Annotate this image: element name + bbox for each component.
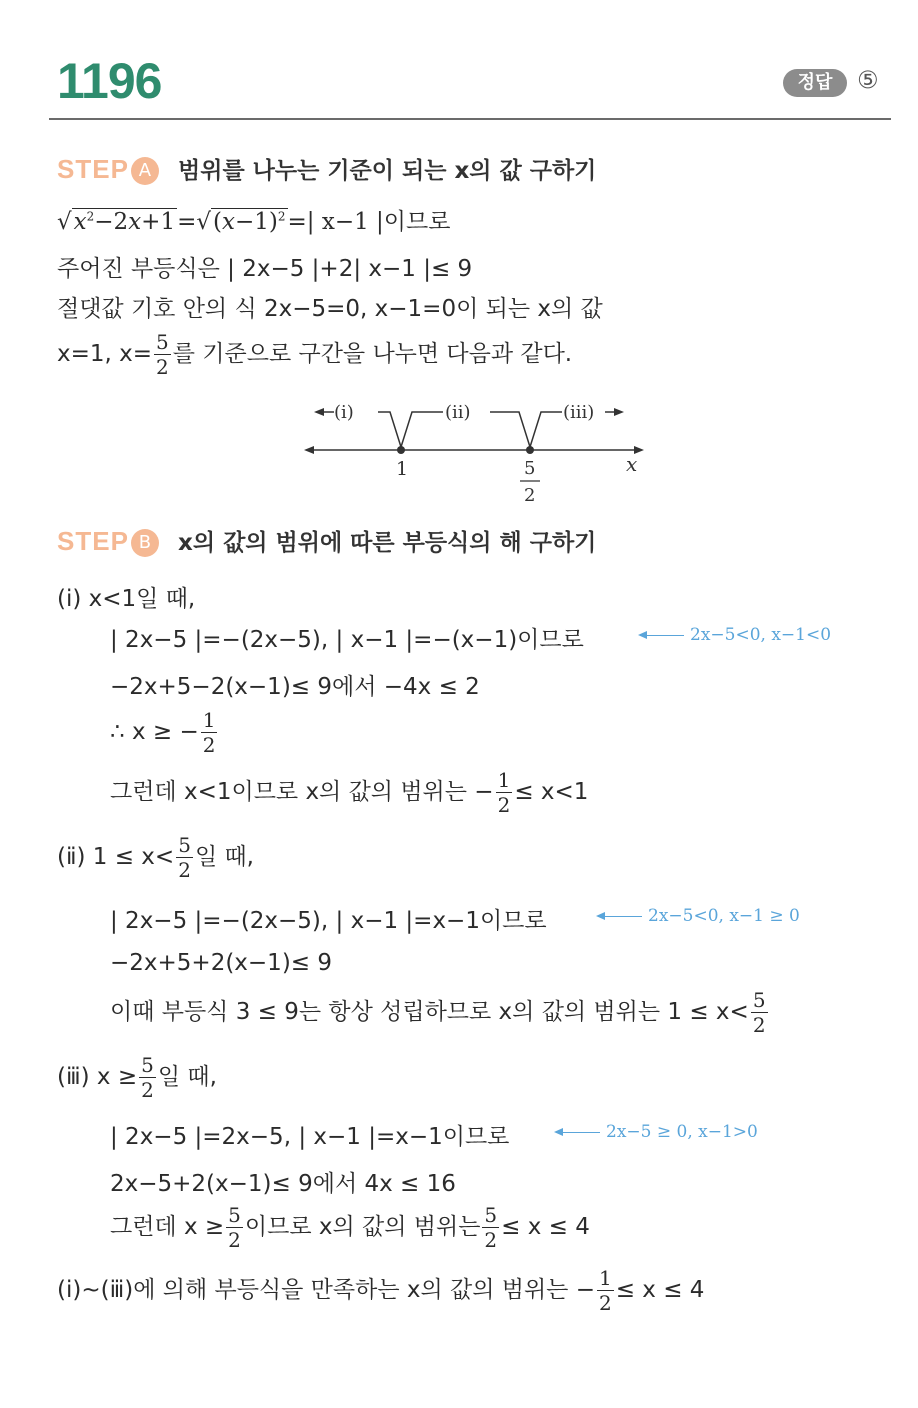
- fraction-5-2: $\frac{5}{2}$: [141, 1053, 154, 1102]
- note-arrow-icon: [640, 635, 684, 637]
- fraction-5-2: $\frac{5}{2}$: [178, 833, 191, 882]
- step-a-line-4-pre: x=1, x=: [57, 341, 153, 367]
- region-i-label: (ⅰ): [334, 402, 354, 423]
- conclusion-pre: (ⅰ)~(ⅲ)에 의해 부등식을 만족하는 x의 값의 범위는 −: [57, 1277, 595, 1303]
- step-a-line-1-tail: =| x−1 |이므로: [287, 209, 451, 235]
- case-i-line-3-text: ∴ x ≥ −: [110, 719, 199, 745]
- step-a-line-1: [57, 203, 450, 236]
- point-2-denominator: 2: [524, 485, 536, 506]
- step-b-title: x의 값의 범위에 따른 부등식의 해 구하기: [178, 530, 597, 556]
- case-iii-line-3-mid: 이므로 x의 값의 범위는: [244, 1214, 481, 1240]
- step-a-line-3: 절댓값 기호 안의 식 2x−5=0, x−1=0이 되는 x의 값: [57, 296, 603, 322]
- case-iii-line-3: [110, 1205, 590, 1250]
- fraction-1-2: $\frac{1}{2}$: [598, 1266, 612, 1315]
- number-line-diagram: [300, 395, 660, 515]
- case-i-line-4-post: ≤ x<1: [514, 779, 589, 805]
- step-a-label: STEP: [57, 154, 129, 184]
- case-iii-line-3-post: ≤ x ≤ 4: [501, 1214, 590, 1240]
- conclusion-line: [57, 1268, 704, 1313]
- point-1-label: 1: [396, 458, 409, 480]
- sqrt-expression-1: $√x^2-2x+1=√(x-1)^2$: [57, 209, 286, 235]
- case-i-note: [640, 625, 831, 645]
- case-i-line-3: [110, 710, 219, 755]
- region-i-arrow: [314, 408, 324, 416]
- case-ii-note: [598, 906, 800, 926]
- region-iii-arrow: [614, 408, 624, 416]
- region-ii-label: (ⅱ): [445, 402, 471, 423]
- case-ii-line-3-text: 이때 부등식 3 ≤ 9는 항상 성립하므로 x의 값의 범위는 1 ≤ x<: [110, 999, 749, 1025]
- step-a-line-2: 주어진 부등식은 | 2x−5 |+2| x−1 |≤ 9: [57, 256, 473, 282]
- case-iii-note-text: 2x−5 ≥ 0, x−1>0: [606, 1122, 758, 1142]
- step-b-circle: B: [131, 529, 159, 557]
- step-b-heading: [57, 524, 596, 557]
- step-a-heading: [57, 152, 596, 185]
- boundary-2-bracket: [490, 412, 562, 447]
- case-iii-line-1: | 2x−5 |=2x−5, | x−1 |=x−1이므로: [110, 1124, 510, 1150]
- case-iii-line-2: 2x−5+2(x−1)≤ 9에서 4x ≤ 16: [110, 1171, 456, 1197]
- fraction-5-2: $\frac{5}{2}$: [228, 1203, 241, 1252]
- case-iii-head: [57, 1055, 217, 1100]
- case-i-note-text: 2x−5<0, x−1<0: [690, 625, 832, 645]
- case-ii-head: [57, 835, 254, 880]
- note-arrow-icon: [598, 916, 642, 918]
- fraction-5-2: $\frac{5}{2}$: [484, 1203, 498, 1252]
- case-ii-line-1: | 2x−5 |=−(2x−5), | x−1 |=x−1이므로: [110, 908, 547, 934]
- boundary-1-bracket: [378, 412, 443, 447]
- case-iii-head-post: 일 때,: [157, 1064, 217, 1090]
- case-iii-note: [556, 1122, 758, 1142]
- axis-variable: x: [626, 452, 638, 476]
- note-arrow-icon: [556, 1132, 600, 1134]
- fraction-5-2: $\frac{5}{2}$: [752, 988, 766, 1037]
- fraction-1-2: $\frac{1}{2}$: [202, 708, 216, 757]
- case-ii-note-text: 2x−5<0, x−1 ≥ 0: [648, 906, 800, 926]
- point-2-numerator: 5: [524, 458, 536, 479]
- case-ii-head-post: 일 때,: [194, 844, 254, 870]
- answer-value: ⑤: [857, 66, 879, 94]
- step-a-title: 범위를 나누는 기준이 되는 x의 값 구하기: [178, 158, 597, 184]
- problem-number: 1196: [57, 53, 162, 109]
- fraction-5-2: $\frac{5}{2}$: [156, 330, 169, 379]
- case-ii-head-pre: (ⅱ) 1 ≤ x<: [57, 844, 175, 870]
- answer-badge: 정답: [783, 69, 847, 97]
- case-iii-line-3-pre: 그런데 x ≥: [110, 1214, 225, 1240]
- point-1: [397, 446, 405, 454]
- case-i-line-4: [110, 770, 588, 815]
- case-i-head: (ⅰ) x<1일 때,: [57, 586, 196, 612]
- axis-left-arrow: [304, 446, 314, 454]
- fraction-1-2: $\frac{1}{2}$: [497, 768, 511, 817]
- step-a-line-4: [57, 332, 572, 377]
- case-iii-head-pre: (ⅲ) x ≥: [57, 1064, 138, 1090]
- case-ii-line-2: −2x+5+2(x−1)≤ 9: [110, 950, 333, 976]
- step-b-label: STEP: [57, 526, 129, 556]
- case-ii-line-3: [110, 990, 770, 1035]
- case-i-line-4-pre: 그런데 x<1이므로 x의 값의 범위는 −: [110, 779, 494, 805]
- step-a-line-4-post: 를 기준으로 구간을 나누면 다음과 같다.: [172, 341, 573, 367]
- point-5-2: [526, 446, 534, 454]
- region-iii-label: (ⅲ): [563, 402, 595, 423]
- header-divider: [49, 118, 891, 120]
- conclusion-post: ≤ x ≤ 4: [615, 1277, 705, 1303]
- step-a-circle: A: [131, 157, 159, 185]
- case-i-line-2: −2x+5−2(x−1)≤ 9에서 −4x ≤ 2: [110, 674, 480, 700]
- case-i-line-1: | 2x−5 |=−(2x−5), | x−1 |=−(x−1)이므로: [110, 627, 584, 653]
